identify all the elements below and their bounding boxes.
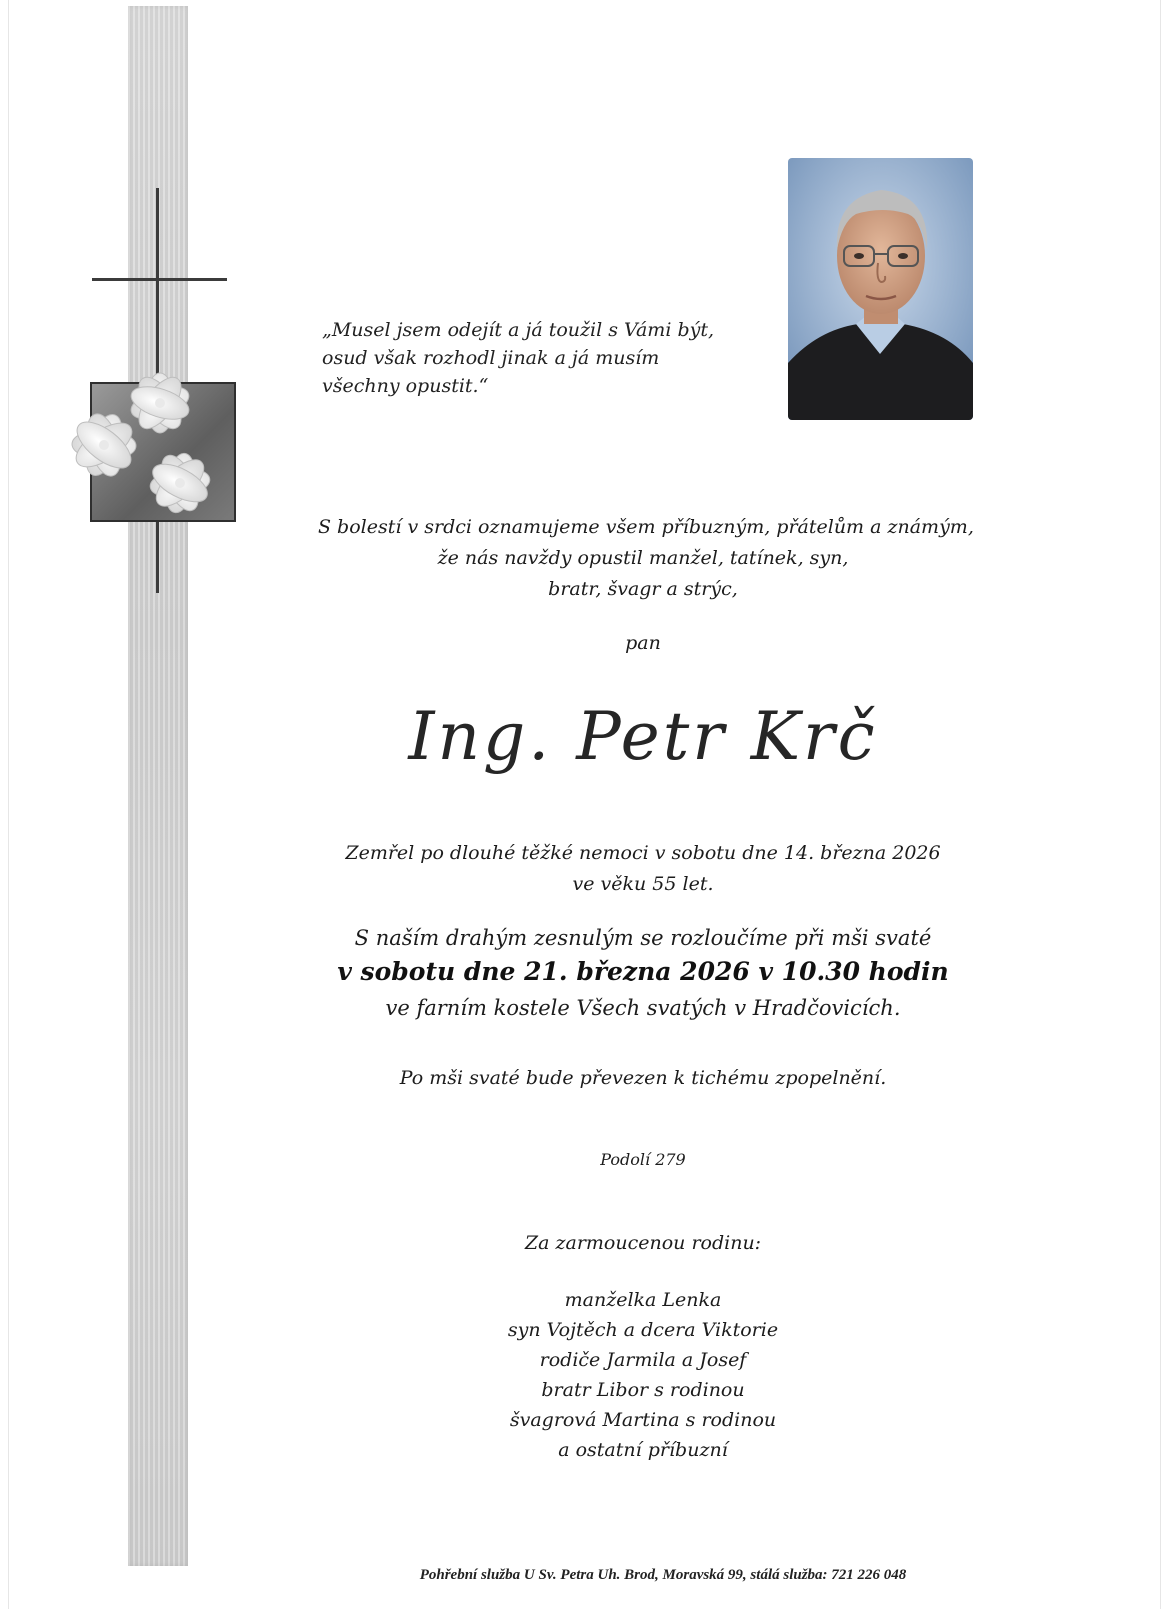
family-member: a ostatní příbuzní	[558, 1439, 728, 1461]
announcement-line: S bolestí v srdci oznamujeme všem příbuzným, přátelům a známým,	[318, 516, 974, 538]
quote-line: všechny opustit.“	[322, 375, 489, 397]
announcement-block	[318, 512, 974, 605]
pan-label: pan	[625, 632, 661, 654]
farewell-location: ve farním kostele Všech svatých v Hradčovicích.	[385, 996, 901, 1020]
deceased-name: Ing. Petr Krč	[408, 698, 878, 775]
family-member: rodiče Jarmila a Josef	[539, 1349, 747, 1371]
family-title: Za zarmoucenou rodinu:	[524, 1232, 762, 1254]
announcement-line: bratr, švagr a strýc,	[548, 578, 738, 600]
lily-flowers-icon	[52, 365, 232, 545]
quote-line: „Musel jsem odejít a já toužil s Vámi být,	[322, 319, 715, 341]
family-member: bratr Libor s rodinou	[541, 1379, 745, 1401]
funeral-service-footer: Pohřební služba U Sv. Petra Uh. Brod, Moravská 99, stálá služba: 721 226 048	[419, 1567, 907, 1583]
family-list	[318, 1285, 968, 1465]
quote-line: osud však rozhodl jinak a já musím	[322, 347, 660, 369]
portrait-photo	[788, 158, 973, 420]
announcement-line: že nás navždy opustil manžel, tatínek, syn,	[437, 547, 849, 569]
cremation-note: Po mši svaté bude převezen k tichému zpopelnění.	[399, 1067, 887, 1089]
left-edge-line	[8, 0, 9, 1609]
family-member: syn Vojtěch a dcera Viktorie	[507, 1319, 779, 1341]
death-info	[318, 838, 968, 900]
death-info-line: ve věku 55 let.	[572, 873, 714, 895]
cross-icon-horizontal	[92, 278, 227, 281]
farewell-date-time: v sobotu dne 21. března 2026 v 10.30 hodin	[337, 957, 949, 986]
right-edge-line	[1160, 0, 1161, 1609]
death-info-line: Zemřel po dlouhé těžké nemoci v sobotu dne 14. března 2026	[345, 842, 941, 864]
family-member: manželka Lenka	[564, 1289, 722, 1311]
address: Podolí 279	[600, 1150, 686, 1169]
quote-block	[322, 316, 714, 400]
farewell-line-1: S naším drahým zesnulým se rozloučíme při mši svaté	[354, 926, 932, 950]
family-member: švagrová Martina s rodinou	[509, 1409, 777, 1431]
